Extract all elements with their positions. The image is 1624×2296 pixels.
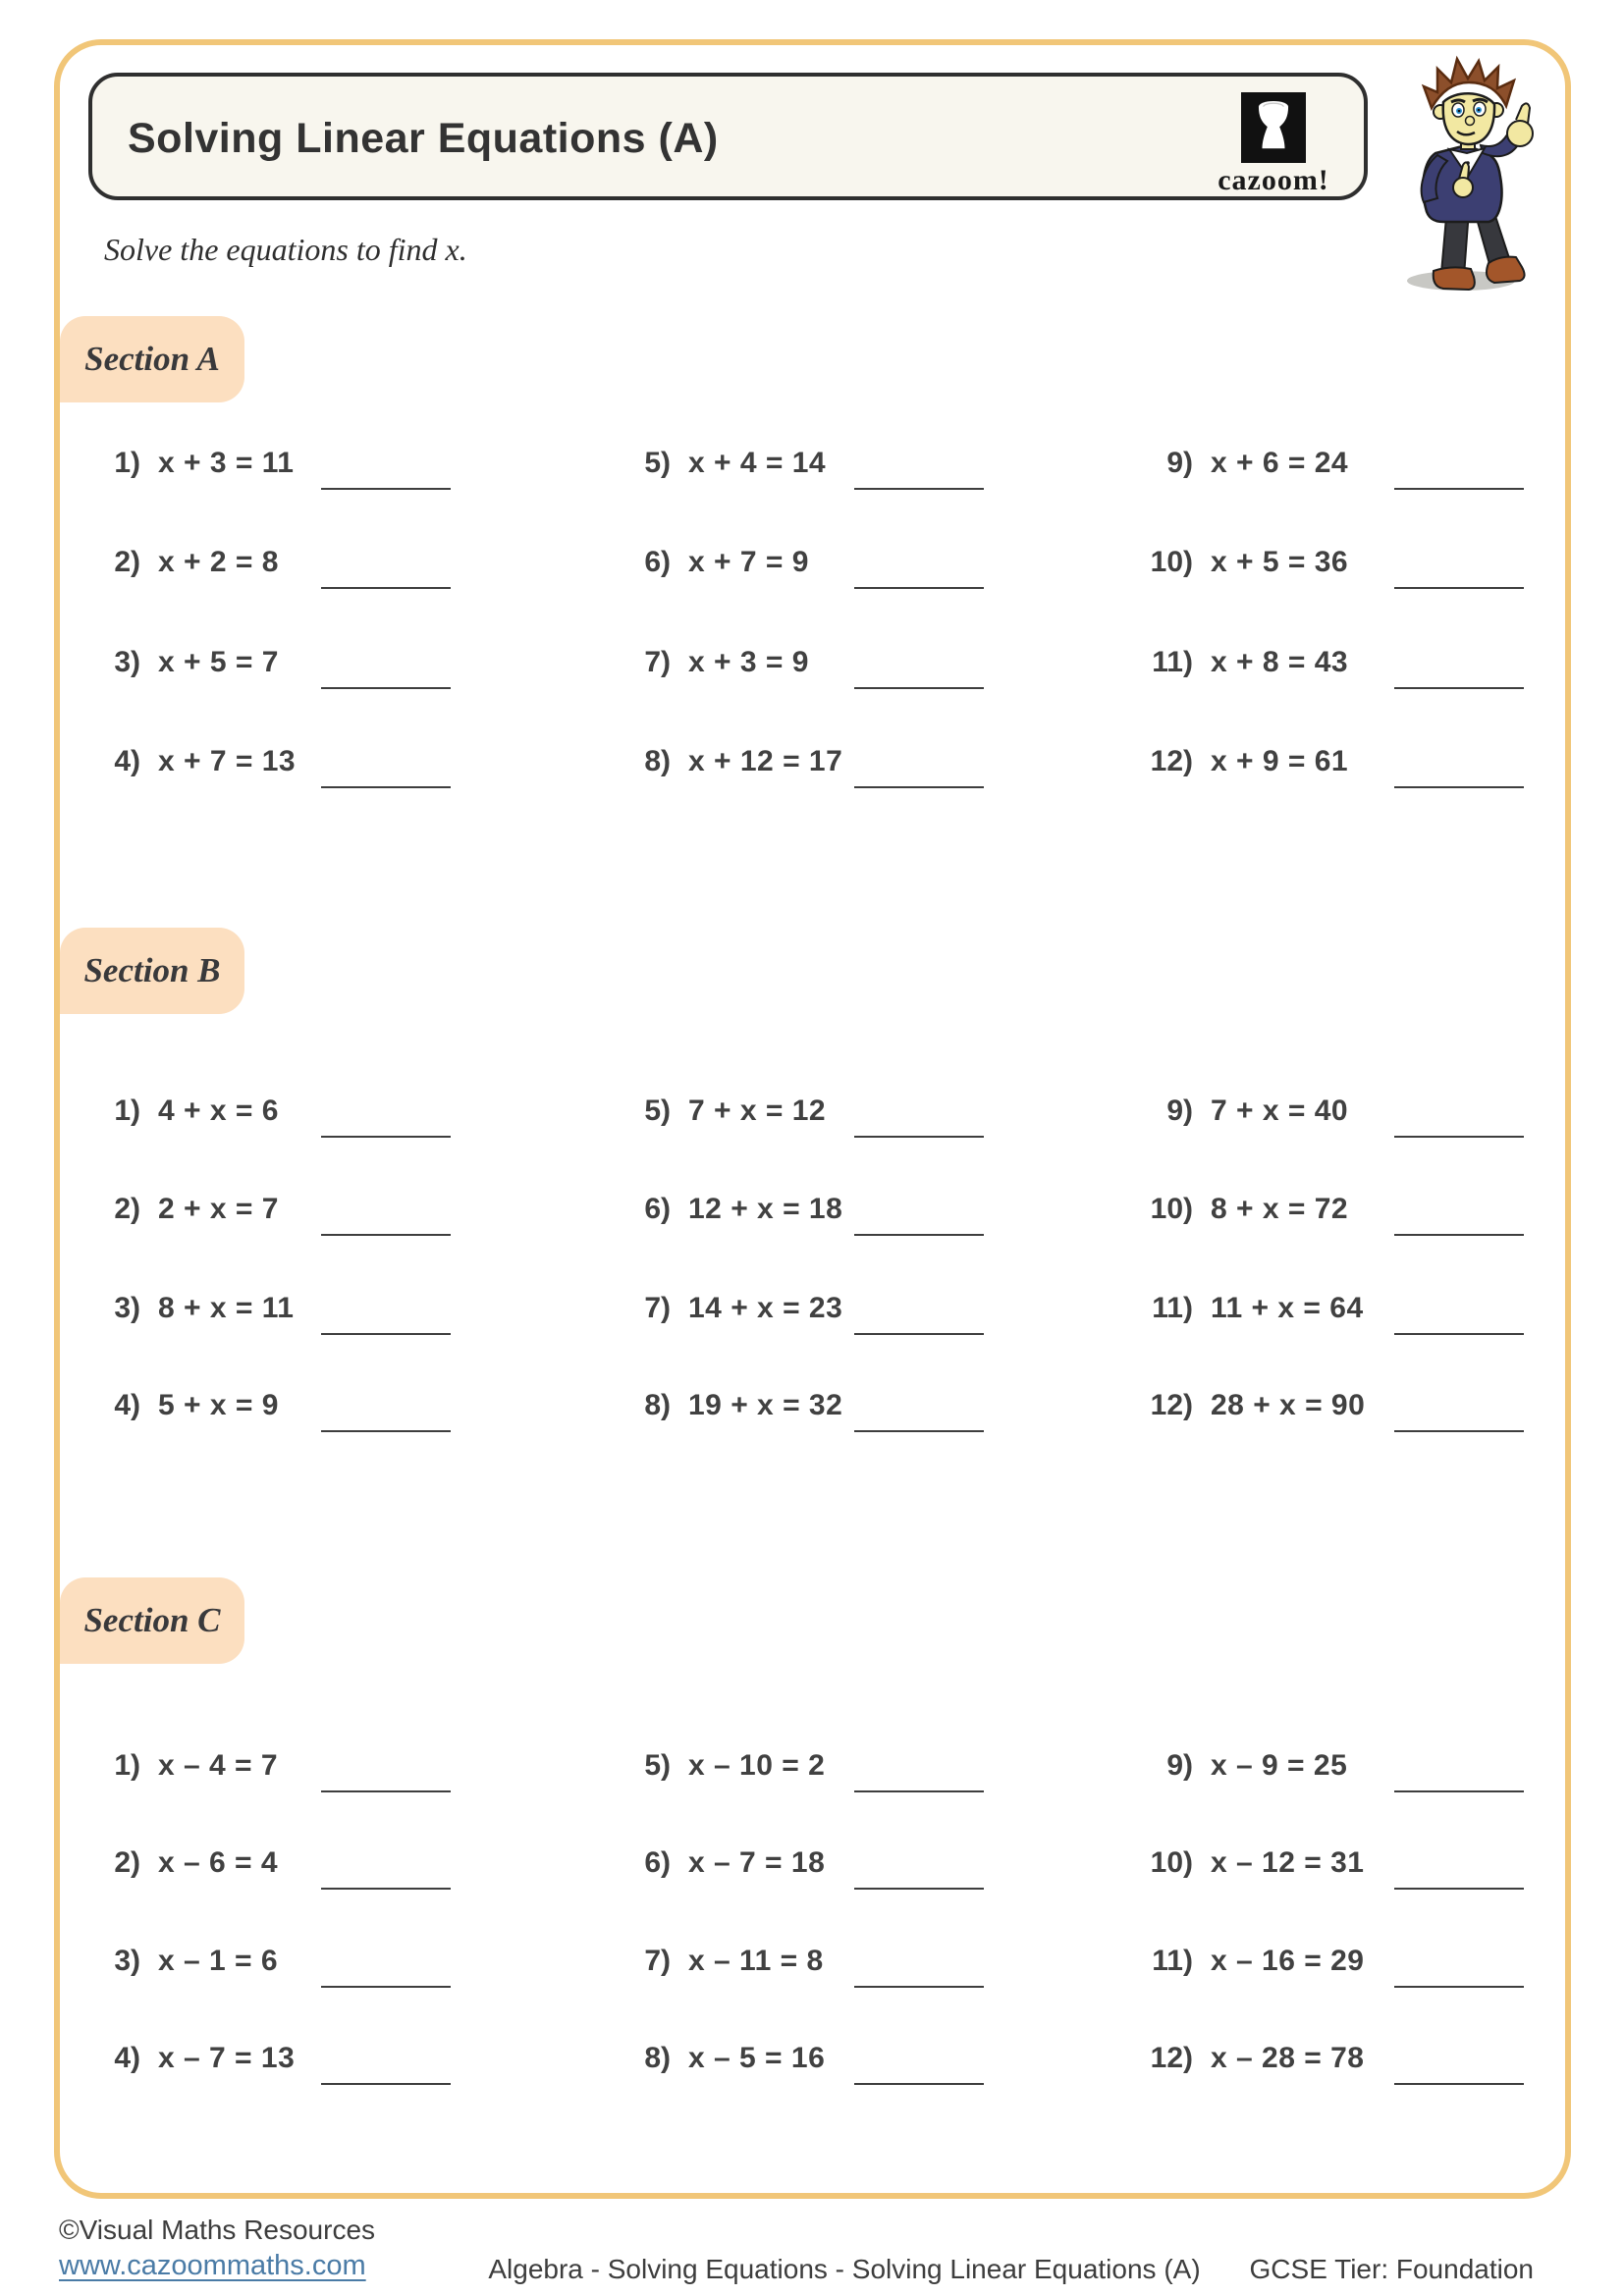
answer-line[interactable]	[321, 687, 451, 689]
answer-line[interactable]	[1394, 786, 1524, 788]
answer-line[interactable]	[321, 488, 451, 490]
equation-row	[1139, 1179, 1348, 1240]
equation-row	[1139, 1375, 1365, 1436]
equation-number: 9)	[1166, 1749, 1193, 1782]
equation-number: 2)	[114, 546, 140, 578]
equation-number: 6)	[644, 1846, 671, 1879]
equation-row	[86, 433, 294, 494]
equation-number: 3)	[114, 1945, 140, 1977]
equation-row	[617, 1179, 842, 1240]
equation-row	[1139, 1931, 1364, 1992]
equation-row	[86, 532, 279, 593]
equation-text: 7 + x = 12	[688, 1095, 827, 1127]
equation-text: 12 + x = 18	[688, 1193, 843, 1225]
equation-number: 1)	[114, 1749, 140, 1782]
equation-number: 4)	[114, 745, 140, 777]
answer-line[interactable]	[321, 1234, 451, 1236]
answer-line[interactable]	[321, 1136, 451, 1138]
answer-line[interactable]	[321, 2083, 451, 2085]
section-c-badge	[60, 1577, 244, 1664]
equation-number: 10)	[1150, 1846, 1193, 1879]
answer-line[interactable]	[1394, 1136, 1524, 1138]
equation-number: 4)	[114, 2042, 140, 2074]
equation-number: 2)	[114, 1846, 140, 1879]
equation-row	[86, 1375, 279, 1436]
answer-line[interactable]	[854, 1986, 984, 1988]
equation-text: x – 7 = 13	[158, 2042, 296, 2074]
equation-text: x – 1 = 6	[158, 1945, 279, 1977]
equation-row	[1139, 1081, 1348, 1142]
answer-line[interactable]	[321, 1333, 451, 1335]
equation-number: 9)	[1166, 1095, 1193, 1127]
answer-line[interactable]	[854, 786, 984, 788]
equation-row	[617, 532, 809, 593]
section-a-label: Section A	[84, 340, 220, 378]
equation-row	[86, 2028, 295, 2089]
answer-line[interactable]	[321, 786, 451, 788]
equation-text: 28 + x = 90	[1211, 1389, 1366, 1421]
equation-text: x – 5 = 16	[688, 2042, 826, 2074]
equation-number: 8)	[644, 2042, 671, 2074]
equation-number: 12)	[1150, 1389, 1193, 1421]
equation-row	[617, 1931, 824, 1992]
equation-text: 11 + x = 64	[1211, 1292, 1364, 1324]
equation-row	[617, 433, 826, 494]
equation-text: x + 5 = 36	[1211, 546, 1349, 578]
mascot-boy-illustration	[1373, 51, 1569, 296]
equation-text: x + 3 = 11	[158, 447, 295, 479]
equation-row	[86, 1833, 278, 1894]
equation-number: 7)	[644, 1292, 671, 1324]
equation-text: 7 + x = 40	[1211, 1095, 1349, 1127]
equation-number: 5)	[644, 1095, 671, 1127]
answer-line[interactable]	[1394, 1790, 1524, 1792]
equation-number: 5)	[644, 447, 671, 479]
answer-line[interactable]	[1394, 587, 1524, 589]
answer-line[interactable]	[854, 1888, 984, 1890]
equation-number: 5)	[644, 1749, 671, 1782]
equation-row	[1139, 2028, 1364, 2089]
answer-line[interactable]	[854, 2083, 984, 2085]
equation-text: x – 28 = 78	[1211, 2042, 1365, 2074]
copyright-text: ©Visual Maths Resources	[59, 2215, 376, 2245]
equation-text: x + 12 = 17	[688, 745, 843, 777]
equation-number: 2)	[114, 1193, 140, 1225]
answer-line[interactable]	[1394, 1234, 1524, 1236]
equation-text: x + 7 = 9	[688, 546, 809, 578]
answer-line[interactable]	[321, 1790, 451, 1792]
equation-row	[86, 1278, 294, 1339]
equation-row	[86, 731, 296, 792]
logo-wordmark: cazoom!	[1218, 164, 1329, 196]
answer-line[interactable]	[1394, 488, 1524, 490]
equation-row	[1139, 731, 1348, 792]
equation-row	[86, 632, 279, 693]
equation-number: 1)	[114, 447, 140, 479]
equation-row	[617, 632, 809, 693]
equation-row	[617, 1278, 842, 1339]
equation-text: x + 4 = 14	[688, 447, 827, 479]
equation-text: x – 4 = 7	[158, 1749, 279, 1782]
equation-text: x + 9 = 61	[1211, 745, 1349, 777]
answer-line[interactable]	[854, 1136, 984, 1138]
equation-text: x – 6 = 4	[158, 1846, 279, 1879]
equation-number: 4)	[114, 1389, 140, 1421]
answer-line[interactable]	[1394, 2083, 1524, 2085]
equation-row	[1139, 632, 1348, 693]
section-c-label: Section C	[83, 1601, 221, 1639]
answer-line[interactable]	[854, 687, 984, 689]
instruction-text: Solve the equations to find x.	[104, 232, 467, 267]
equation-number: 11)	[1152, 1945, 1193, 1977]
equation-text: x + 3 = 9	[688, 646, 809, 678]
equation-number: 8)	[644, 1389, 671, 1421]
equation-text: 2 + x = 7	[158, 1193, 279, 1225]
equation-row	[86, 1931, 278, 1992]
equation-text: x – 11 = 8	[688, 1945, 824, 1977]
answer-line[interactable]	[854, 1430, 984, 1432]
equation-row	[1139, 433, 1348, 494]
answer-line[interactable]	[854, 1790, 984, 1792]
equation-row	[617, 1375, 842, 1436]
section-b-badge	[60, 928, 244, 1014]
answer-line[interactable]	[854, 488, 984, 490]
equation-number: 9)	[1166, 447, 1193, 479]
title-bar	[88, 73, 1368, 200]
equation-text: x – 9 = 25	[1211, 1749, 1348, 1782]
equation-number: 10)	[1150, 1193, 1193, 1225]
answer-line[interactable]	[321, 1888, 451, 1890]
section-a-badge	[60, 316, 244, 402]
answer-line[interactable]	[1394, 1986, 1524, 1988]
answer-line[interactable]	[321, 1986, 451, 1988]
answer-line[interactable]	[321, 1430, 451, 1432]
cazoom-logo	[1207, 92, 1340, 197]
answer-line[interactable]	[321, 587, 451, 589]
equation-text: 19 + x = 32	[688, 1389, 843, 1421]
equation-text: 5 + x = 9	[158, 1389, 279, 1421]
equation-row	[617, 1833, 825, 1894]
equation-number: 12)	[1150, 745, 1193, 777]
equation-text: x + 2 = 8	[158, 546, 279, 578]
equation-number: 6)	[644, 546, 671, 578]
equation-number: 12)	[1150, 2042, 1193, 2074]
equation-row	[86, 1081, 279, 1142]
answer-line[interactable]	[854, 587, 984, 589]
answer-line[interactable]	[854, 1234, 984, 1236]
equation-number: 11)	[1152, 646, 1193, 678]
equation-text: 14 + x = 23	[688, 1292, 843, 1324]
equation-number: 11)	[1152, 1292, 1193, 1324]
equation-number: 1)	[114, 1095, 140, 1127]
equation-text: x – 10 = 2	[688, 1749, 826, 1782]
footer-tier-label: GCSE Tier: Foundation	[1249, 2254, 1534, 2284]
equation-text: 4 + x = 6	[158, 1095, 279, 1127]
equation-text: x – 7 = 18	[688, 1846, 826, 1879]
equation-row	[617, 2028, 825, 2089]
equation-text: x + 6 = 24	[1211, 447, 1349, 479]
equation-row	[86, 1735, 278, 1796]
equation-row	[1139, 1735, 1347, 1796]
equation-number: 6)	[644, 1193, 671, 1225]
equation-text: 8 + x = 11	[158, 1292, 295, 1324]
equation-row	[86, 1179, 279, 1240]
equation-text: x + 8 = 43	[1211, 646, 1349, 678]
equation-row	[1139, 1833, 1364, 1894]
equation-number: 7)	[644, 646, 671, 678]
equation-text: x – 16 = 29	[1211, 1945, 1365, 1977]
section-b-label: Section B	[83, 951, 221, 989]
answer-line[interactable]	[1394, 687, 1524, 689]
djembe-drum-icon	[1241, 92, 1306, 163]
equation-row	[1139, 1278, 1364, 1339]
page-title: Solving Linear Equations (A)	[128, 115, 719, 162]
equation-row	[617, 1081, 826, 1142]
website-link[interactable]: www.cazoommaths.com	[59, 2250, 366, 2281]
equation-number: 7)	[644, 1945, 671, 1977]
footer-breadcrumb: Algebra - Solving Equations - Solving Linear Equations (A)	[488, 2254, 1201, 2284]
equation-number: 8)	[644, 745, 671, 777]
equation-row	[617, 1735, 825, 1796]
equation-number: 3)	[114, 1292, 140, 1324]
answer-line[interactable]	[854, 1333, 984, 1335]
answer-line[interactable]	[1394, 1888, 1524, 1890]
equation-text: x + 5 = 7	[158, 646, 279, 678]
equation-number: 3)	[114, 646, 140, 678]
equation-text: x – 12 = 31	[1211, 1846, 1365, 1879]
equation-text: 8 + x = 72	[1211, 1193, 1349, 1225]
equation-number: 10)	[1150, 546, 1193, 578]
equation-row	[1139, 532, 1348, 593]
answer-line[interactable]	[1394, 1333, 1524, 1335]
equation-row	[617, 731, 842, 792]
equation-text: x + 7 = 13	[158, 745, 297, 777]
answer-line[interactable]	[1394, 1430, 1524, 1432]
